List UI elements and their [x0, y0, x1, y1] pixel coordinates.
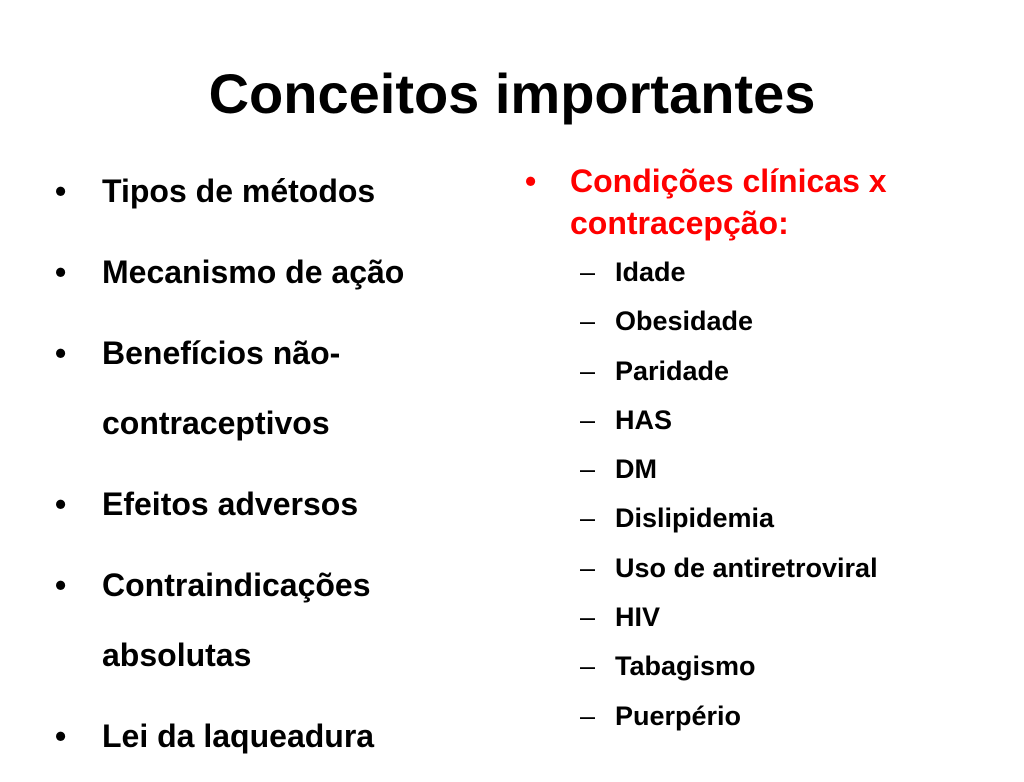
- clinical-conditions-sublist: [525, 248, 995, 741]
- sub-list-item: [525, 396, 995, 445]
- list-item-label: Tipos de métodos: [102, 173, 376, 209]
- sub-list-item: [525, 692, 995, 741]
- slide-title: Conceitos importantes: [208, 62, 816, 125]
- sub-list-item: [525, 297, 995, 346]
- list-item-label: Benefícios não-contraceptivos: [102, 335, 341, 441]
- list-item-label: Lei da laqueadura: [102, 718, 375, 754]
- dash-icon: –: [580, 602, 596, 633]
- sub-list-item-label: HAS: [615, 404, 673, 435]
- list-item: [55, 550, 495, 690]
- dash-icon: –: [580, 257, 596, 287]
- right-bullet-list: [525, 160, 995, 741]
- list-item: [55, 318, 495, 458]
- clinical-conditions-heading: [525, 160, 995, 244]
- sub-list-item: [525, 445, 995, 494]
- sub-list-item-label: Uso de antiretroviral: [615, 552, 878, 583]
- dash-icon: –: [580, 503, 596, 534]
- heading-label: Condições clínicas x contracepção:: [570, 163, 887, 241]
- list-item: [55, 237, 495, 307]
- dash-icon: –: [580, 651, 596, 682]
- dash-icon: –: [580, 404, 596, 435]
- list-item-label: Contraindicações absolutas: [102, 567, 371, 673]
- list-item: [55, 156, 495, 226]
- sub-list-item-label: HIV: [615, 602, 661, 633]
- list-item: [55, 469, 495, 539]
- sub-list-item-label: Puerpério: [615, 700, 742, 731]
- dash-icon: –: [580, 700, 596, 731]
- bullet-icon: •: [525, 163, 537, 199]
- dash-icon: –: [580, 306, 596, 337]
- sub-list-item-label: Paridade: [615, 355, 730, 386]
- sub-list-item: [525, 347, 995, 396]
- sub-list-item: [525, 494, 995, 543]
- sub-list-item-label: Idade: [615, 257, 686, 287]
- sub-list-item-label: Tabagismo: [615, 651, 756, 682]
- sub-list-item-label: DM: [615, 454, 657, 485]
- bullet-icon: •: [55, 335, 67, 371]
- sub-list-item: [525, 544, 995, 593]
- dash-icon: –: [580, 454, 596, 485]
- bullet-icon: •: [55, 173, 67, 209]
- bullet-icon: •: [55, 486, 67, 522]
- left-bullet-list: [55, 156, 495, 782]
- list-item: [55, 701, 495, 771]
- list-item-label: Mecanismo de ação: [102, 254, 405, 290]
- sub-list-item: [525, 593, 995, 642]
- bullet-icon: •: [55, 567, 67, 603]
- bullet-icon: •: [55, 718, 67, 754]
- bullet-icon: •: [55, 254, 67, 290]
- dash-icon: –: [580, 355, 596, 386]
- sub-list-item: [525, 642, 995, 691]
- sub-list-item-label: Dislipidemia: [615, 503, 775, 534]
- sub-list-item: [525, 248, 995, 297]
- dash-icon: –: [580, 552, 596, 583]
- list-item-label: Efeitos adversos: [102, 486, 359, 522]
- sub-list-item-label: Obesidade: [615, 306, 754, 337]
